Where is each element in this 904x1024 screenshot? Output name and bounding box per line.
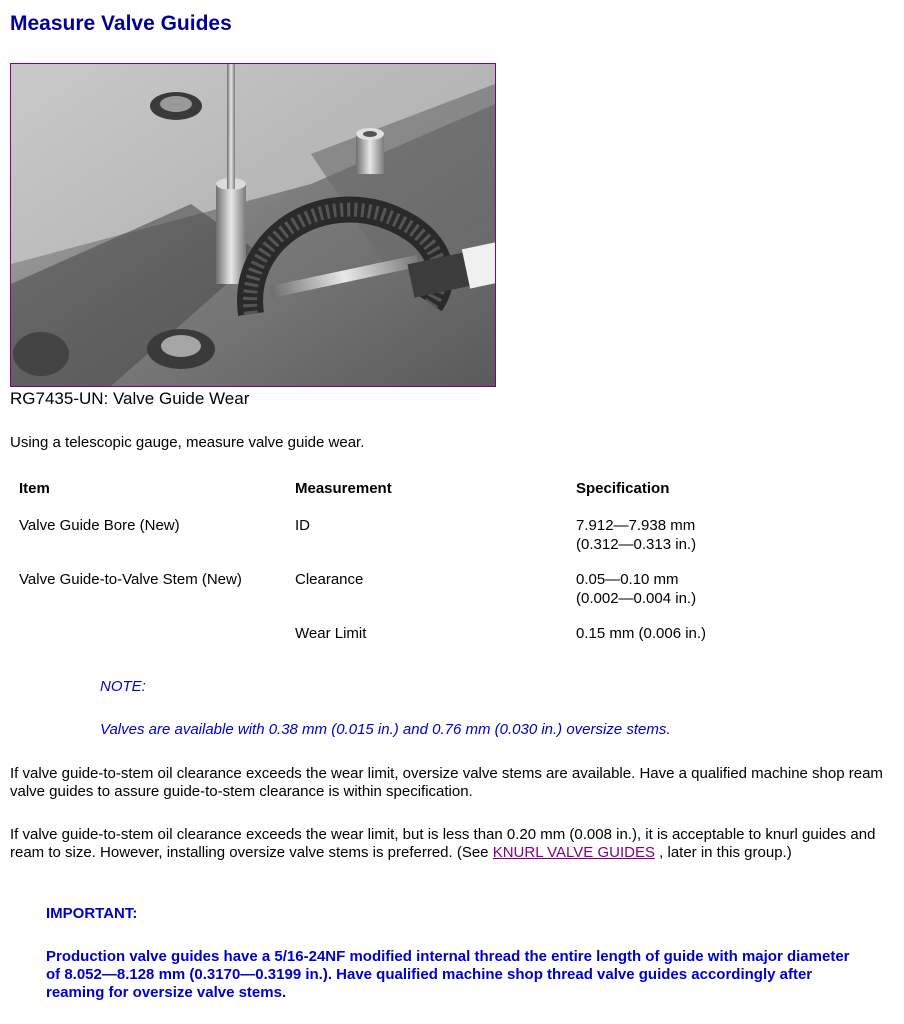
paragraph-knurl-text-after: , later in this group.) xyxy=(654,844,792,861)
spec-metric: 7.912—7.938 mm xyxy=(576,517,696,534)
table-header-row xyxy=(10,480,845,516)
cell-item xyxy=(10,624,286,659)
important-label: IMPORTANT: xyxy=(46,905,138,922)
header-specification: Specification xyxy=(576,480,670,497)
header-item: Item xyxy=(19,480,50,497)
spec-table xyxy=(10,480,845,659)
header-measurement: Measurement xyxy=(295,480,392,497)
spec-imperial: (0.002—0.004 in.) xyxy=(576,590,697,607)
note-label: NOTE: xyxy=(100,678,146,695)
cell-measurement: Wear Limit xyxy=(295,625,367,642)
knurl-valve-guides-link[interactable]: KNURL VALVE GUIDES xyxy=(492,844,655,861)
cell-specification xyxy=(567,624,845,659)
paragraph-oversize-stems: If valve guide-to-stem oil clearance exceeds the wear limit, oversize valve stems are available. Have a qualified machine shop ream valve guides to assure guide-to-stem clearance is within specification. xyxy=(10,765,883,800)
cell-item: Valve Guide-to-Valve Stem (New) xyxy=(19,571,242,588)
intro-text: Using a telescopic gauge, measure valve guide wear. xyxy=(10,434,365,451)
cell-specification xyxy=(567,570,845,624)
table-row xyxy=(10,570,845,624)
table-row xyxy=(10,624,845,659)
note-text: Valves are available with 0.38 mm (0.015 in.) and 0.76 mm (0.030 in.) oversize stems. xyxy=(100,721,671,738)
spec-imperial: (0.312—0.313 in.) xyxy=(576,536,697,553)
cell-specification xyxy=(567,516,845,570)
figure-caption: RG7435-UN: Valve Guide Wear xyxy=(10,389,250,408)
valve-guide-micrometer-photo-icon xyxy=(11,64,495,386)
important-text: Production valve guides have a 5/16-24NF modified internal thread the entire length of guide with major diameter of 8.052—8.128 mm (0.3170—0.3199 in.). Have qualified machine shop thread valve guides accordingly after reaming for oversize valve stems. xyxy=(46,948,850,1001)
cell-measurement: Clearance xyxy=(295,571,364,588)
cell-item: Valve Guide Bore (New) xyxy=(19,517,180,534)
paragraph-knurl xyxy=(10,826,890,862)
spec-metric: 0.15 mm (0.006 in.) xyxy=(576,625,707,642)
page-title: Measure Valve Guides xyxy=(10,12,232,35)
table-row xyxy=(10,516,845,570)
figure-photo xyxy=(10,63,496,387)
paragraph-knurl-text-before: If valve guide-to-stem oil clearance exceeds the wear limit, but is less than 0.20 mm (0.008 in.), it is acceptable to knurl guides and ream to size. However, installing oversize valve stems is preferred. (See xyxy=(10,826,876,861)
spec-metric: 0.05—0.10 mm xyxy=(576,571,679,588)
cell-measurement: ID xyxy=(295,517,310,534)
